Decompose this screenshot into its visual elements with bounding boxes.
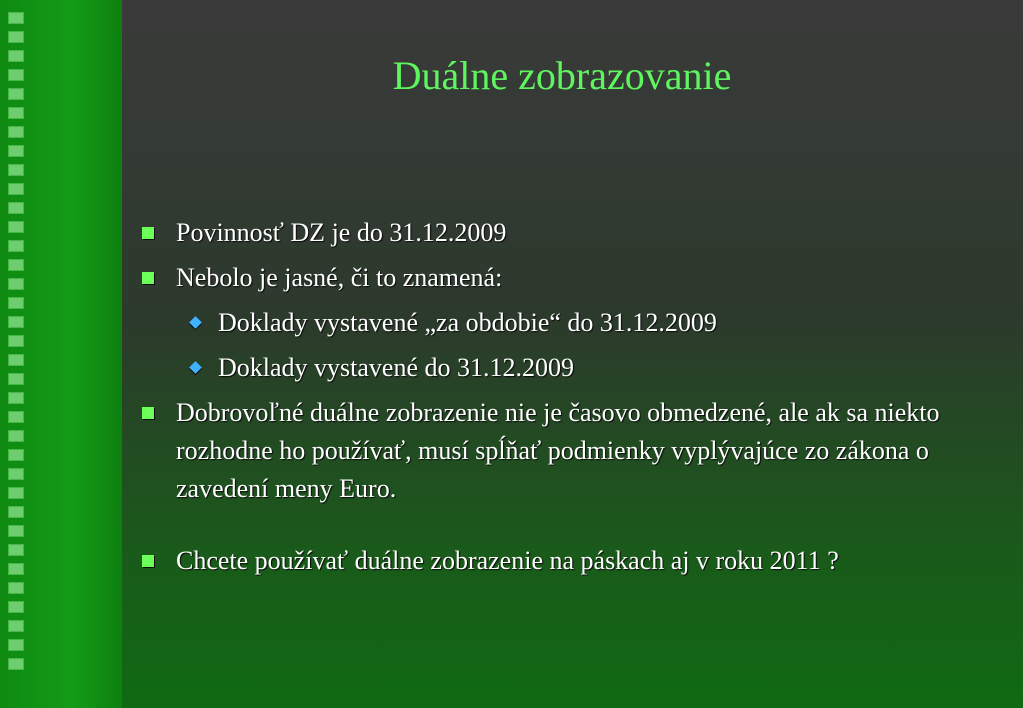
bullet-item	[140, 259, 1000, 297]
diamond-bullet-icon	[189, 361, 202, 374]
bullet-text: Dobrovoľné duálne zobrazenie nie je časovo obmedzené, ale ak sa niekto rozhodne ho používať, musí spĺňať podmienky vyplývajúce zo zákona o zavedení meny Euro.	[176, 398, 940, 503]
sub-bullet-text: Doklady vystavené do 31.12.2009	[218, 353, 575, 382]
diamond-bullet-icon	[189, 316, 202, 329]
bullet-item	[140, 394, 1000, 508]
bullet-text: Povinnosť DZ je do 31.12.2009	[176, 218, 507, 247]
sub-bullet-item	[140, 349, 1000, 387]
sidebar-square-pattern	[8, 12, 26, 702]
bullet-item	[140, 542, 1000, 580]
square-bullet-icon	[142, 272, 154, 284]
bullet-text: Nebolo je jasné, či to znamená:	[176, 263, 503, 292]
bullet-text: Chcete používať duálne zobrazenie na páskach aj v roku 2011 ?	[176, 546, 839, 575]
slide-title: Duálne zobrazovanie	[392, 53, 732, 98]
square-bullet-icon	[142, 227, 154, 239]
slide-content	[140, 214, 1000, 580]
square-bullet-icon	[142, 555, 154, 567]
bullet-item	[140, 214, 1000, 252]
square-bullet-icon	[142, 407, 154, 419]
decorative-sidebar	[0, 0, 122, 708]
sub-bullet-text: Doklady vystavené „za obdobie“ do 31.12.2009	[218, 308, 717, 337]
sub-bullet-item	[140, 304, 1000, 342]
